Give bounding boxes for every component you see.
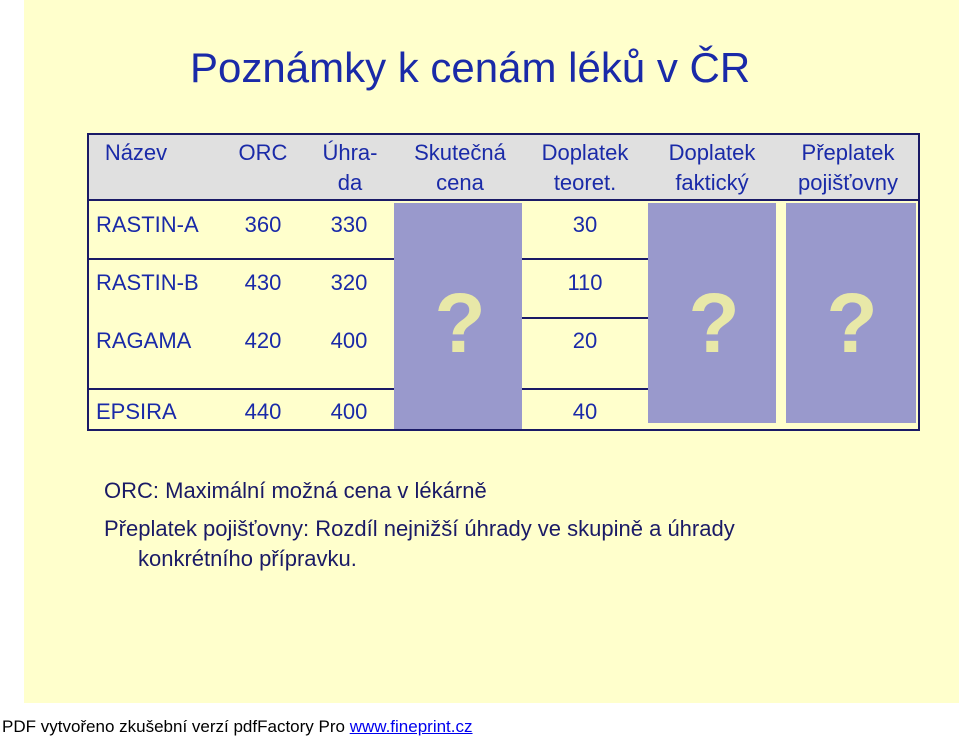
row-orc: 360 [244,212,282,237]
header-uhrada: Úhra- da [322,140,378,195]
header-preplatek: Přeplatek pojišťovny [798,140,898,195]
footer-text: PDF vytvořeno zkušební verzí pdfFactory Pro [2,717,350,736]
unknown-skutecna-cena: ? [434,276,486,370]
row-orc: 420 [244,328,282,353]
row-divider [87,388,394,390]
page-title: Poznámky k cenám léků v ČR [190,44,751,91]
header-doplatek-fakticky: Doplatek faktický [668,140,756,195]
row-name: EPSIRA [96,399,177,424]
header-divider [87,199,920,201]
unknown-preplatek: ? [826,276,878,370]
table-bottom-border [87,429,920,431]
row-name: RASTIN-B [96,270,199,295]
table-right-border [918,133,920,431]
footer-link[interactable]: www.fineprint.cz [349,717,473,736]
header-nazev: Název [104,140,168,165]
row-doplatek-teoret: 30 [572,212,598,237]
header-orc: ORC [238,140,288,165]
row-orc: 440 [244,399,282,424]
unknown-doplatek-fakticky: ? [688,276,740,370]
row-orc: 430 [244,270,282,295]
row-doplatek-teoret: 40 [572,399,598,424]
row-divider [522,258,648,260]
note-preplatek-cont: konkrétního přípravku. [138,546,357,571]
row-divider [522,388,648,390]
row-doplatek-teoret: 110 [567,270,603,295]
pdf-footer [2,717,473,737]
header-skutecna-cena: Skutečná cena [414,140,506,195]
row-divider [87,258,394,260]
table-left-border [87,133,89,431]
header-doplatek-teoret: Doplatek teoret. [541,140,629,195]
row-uhrada: 400 [330,399,368,424]
note-orc: ORC: Maximální možná cena v lékárně [104,478,487,503]
row-uhrada: 400 [330,328,368,353]
row-doplatek-teoret: 20 [572,328,598,353]
row-name: RAGAMA [96,328,192,353]
row-name: RASTIN-A [96,212,199,237]
row-uhrada: 320 [330,270,368,295]
row-uhrada: 330 [330,212,368,237]
note-preplatek: Přeplatek pojišťovny: Rozdíl nejnižší úhrady ve skupině a úhrady [104,516,735,541]
row-divider [522,317,648,319]
